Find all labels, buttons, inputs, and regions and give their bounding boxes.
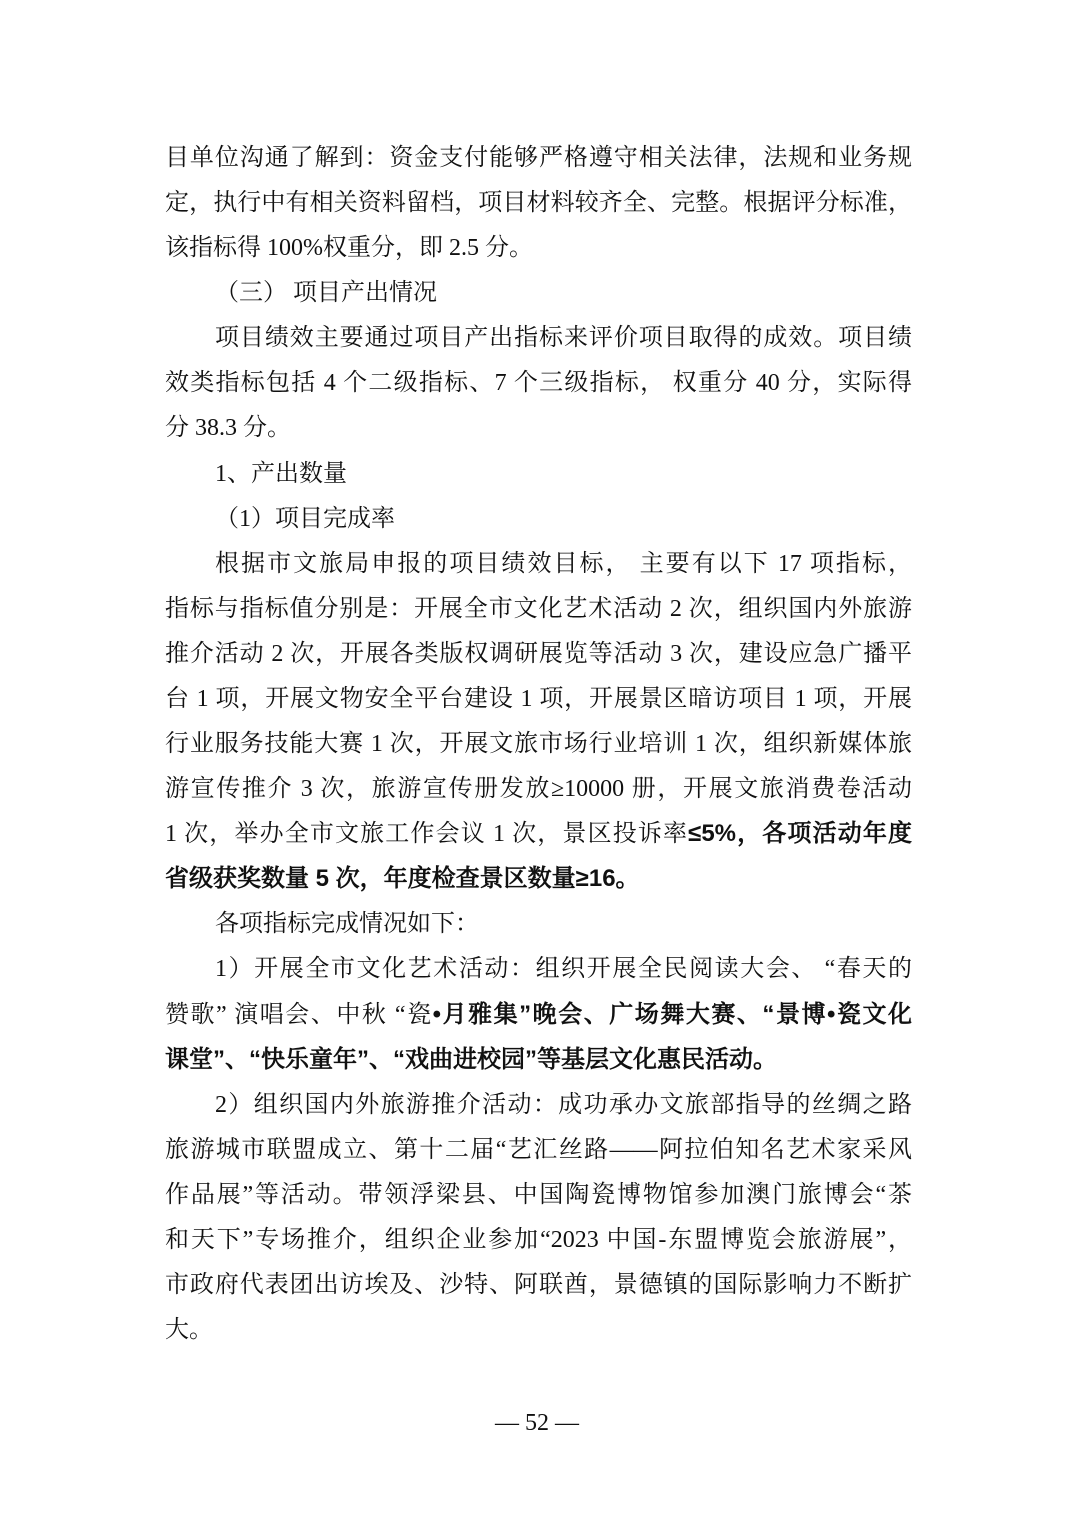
text-segment: 行业服务技能大赛 1 次，开展文旅市场行业培训 1 次，组织新媒体旅 <box>165 731 912 758</box>
text-segment: 目单位沟通了解到：资金支付能够严格遵守相关法律，法规和业务规 <box>165 145 912 171</box>
text-segment: 课堂”、“快乐童年”、“戏曲进校园”等基层文化惠民活动。 <box>165 1045 777 1073</box>
text-line <box>215 907 912 941</box>
text-segment: 旅游城市联盟成立、第十二届“艺汇丝路——阿拉伯知名艺术家采风 <box>165 1136 912 1163</box>
text-segment: 和天下”专场推介，组织企业参加“2023 中国-东盟博览会旅游展”， <box>165 1226 912 1253</box>
text-line <box>165 1223 912 1257</box>
text-segment: 2）组织国内外旅游推介活动：成功承办文旅部指导的丝绸之路 <box>215 1091 912 1118</box>
text-segment: 指标与指标值分别是：开展全市文化艺术活动 2 次，组织国内外旅游 <box>165 595 912 622</box>
text-line <box>165 186 912 220</box>
text-line <box>215 1088 912 1122</box>
text-segment: 1 次，举办全市文旅工作会议 1 次，景区投诉率 <box>165 821 689 848</box>
text-line <box>215 547 912 581</box>
text-segment: 台 1 项，开展文物安全平台建设 1 项，开展景区暗访项目 1 项，开展 <box>165 685 912 712</box>
text-segment: 大。 <box>165 1317 213 1344</box>
text-segment: 作品展”等活动。带领浮梁县、中国陶瓷博物馆参加澳门旅博会“茶 <box>165 1181 912 1208</box>
text-segment: 市政府代表团出访埃及、沙特、阿联酋，景德镇的国际影响力不断扩 <box>165 1272 912 1298</box>
text-line <box>165 817 912 851</box>
text-line <box>165 231 912 265</box>
text-segment: 根据市文旅局申报的项目绩效目标， 主要有以下 17 项指标， <box>215 550 912 577</box>
text-segment: 1）开展全市文化艺术活动：组织开展全民阅读大会、 “春天的 <box>215 956 912 983</box>
text-segment: 游宣传推介 3 次，旅游宣传册发放≥10000 册，开展文旅消费卷活动 <box>165 776 912 803</box>
page-number: — 52 — <box>495 1410 579 1436</box>
text-segment: 项目绩效主要通过项目产出指标来评价项目取得的成效。项目绩 <box>215 325 912 352</box>
text-line <box>165 637 912 671</box>
text-line <box>165 1043 912 1077</box>
text-segment: 效类指标包括 4 个二级指标、7 个三级指标， 权重分 40 分，实际得 <box>165 370 912 397</box>
text-line <box>165 682 912 716</box>
text-segment: 分 38.3 分。 <box>165 415 291 442</box>
text-line <box>165 1133 912 1167</box>
text-line <box>215 502 912 536</box>
text-line <box>215 457 912 491</box>
text-segment: 1、产出数量 <box>215 460 347 487</box>
text-line <box>165 592 912 626</box>
text-line <box>165 727 912 761</box>
text-segment: 赞歌” 演唱会、中秋 “瓷 <box>165 1001 433 1028</box>
text-line <box>165 141 912 175</box>
text-segment: 各项指标完成情况如下： <box>215 911 479 938</box>
text-line <box>215 321 912 355</box>
text-segment: 推介活动 2 次，开展各类版权调研展览等活动 3 次，建设应急广播平 <box>165 640 912 667</box>
text-segment: （三） 项目产出情况 <box>215 280 437 307</box>
text-line <box>165 1178 912 1212</box>
text-line <box>165 998 912 1032</box>
text-line <box>165 366 912 400</box>
text-line <box>165 1313 912 1347</box>
text-line <box>165 411 912 445</box>
text-segment: 省级获奖数量 5 次，年度检查景区数量≥16。 <box>165 865 640 893</box>
text-line <box>165 1268 912 1302</box>
text-segment: •月雅集”晚会、广场舞大赛、“景博•瓷文化 <box>432 1000 912 1028</box>
text-line <box>165 772 912 806</box>
text-segment: （1）项目完成率 <box>215 505 395 532</box>
text-segment: ≤5%，各项活动年度 <box>688 820 912 848</box>
text-line <box>165 862 912 896</box>
text-line <box>215 952 912 986</box>
text-line <box>215 276 912 310</box>
text-segment: 该指标得 100%权重分，即 2.5 分。 <box>165 235 533 262</box>
text-segment: 定，执行中有相关资料留档，项目材料较齐全、完整。根据评分标准， <box>165 190 912 217</box>
